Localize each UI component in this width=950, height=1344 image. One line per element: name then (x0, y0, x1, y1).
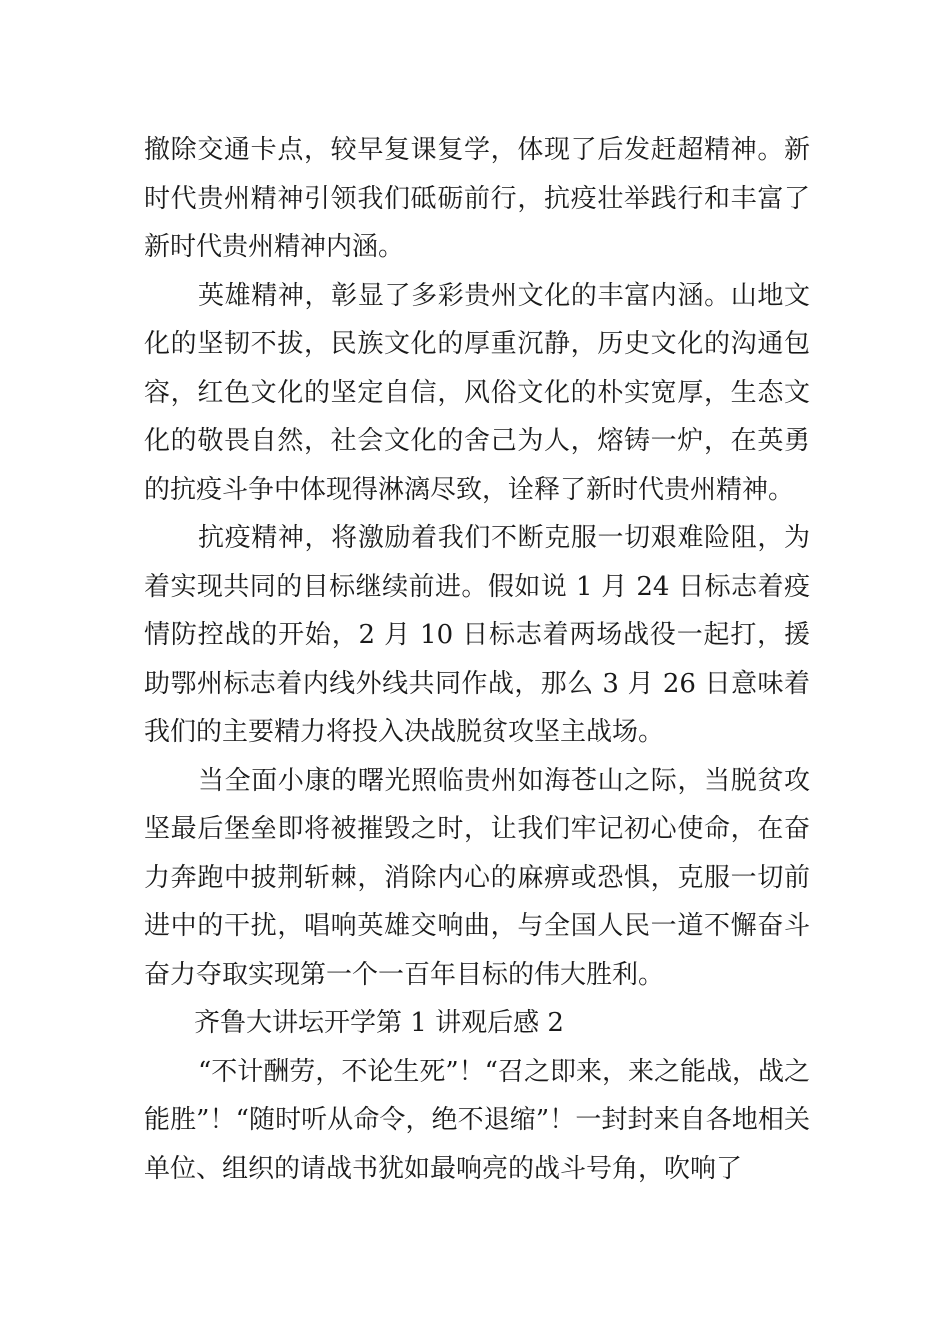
paragraph-opening: “不计酬劳，不论生死”！“召之即来，来之能战，战之能胜”！“随时听从命令，绝不退缩”！一封封来自各地相关单位、组织的请战书犹如最响亮的战斗号角，吹响了 (144, 1056, 810, 1184)
paragraph-continuation: 撤除交通卡点，较早复课复学，体现了后发赶超精神。新时代贵州精神引领我们砥砺前行，抗疫壮举践行和丰富了新时代贵州精神内涵。 (144, 135, 810, 262)
document-body (144, 126, 810, 1193)
paragraph-conclusion: 当全面小康的曙光照临贵州如海苍山之际，当脱贫攻坚最后堡垒即将被摧毁之时，让我们牢记初心使命，在奋力奔跑中披荆斩棘，消除内心的麻痹或恐惧，克服一切前进中的干扰，唱响英雄交响曲，与全国人民一道不懈奋斗奋力夺取实现第一个一百年目标的伟大胜利。 (144, 765, 810, 990)
section-title: 齐鲁大讲坛开学第 1 讲观后感 2 (194, 1008, 564, 1038)
paragraph-anti-epidemic-spirit: 抗疫精神，将激励着我们不断克服一切艰难险阻，为着实现共同的目标继续前进。假如说 1 月 24 日标志着疫情防控战的开始，2 月 10 日标志着两场战役一起打，援助鄂州标志着内线外线共同作战，那么 3 月 26 日意味着我们的主要精力将投入决战脱贫攻坚主战场。 (144, 523, 810, 747)
paragraph-heroic-spirit: 英雄精神，彰显了多彩贵州文化的丰富内涵。山地文化的坚韧不拔，民族文化的厚重沉静，历史文化的沟通包容，红色文化的坚定自信，风俗文化的朴实宽厚，生态文化的敬畏自然，社会文化的舍己为人，熔铸一炉，在英勇的抗疫斗争中体现得淋漓尽致，诠释了新时代贵州精神。 (144, 280, 810, 505)
